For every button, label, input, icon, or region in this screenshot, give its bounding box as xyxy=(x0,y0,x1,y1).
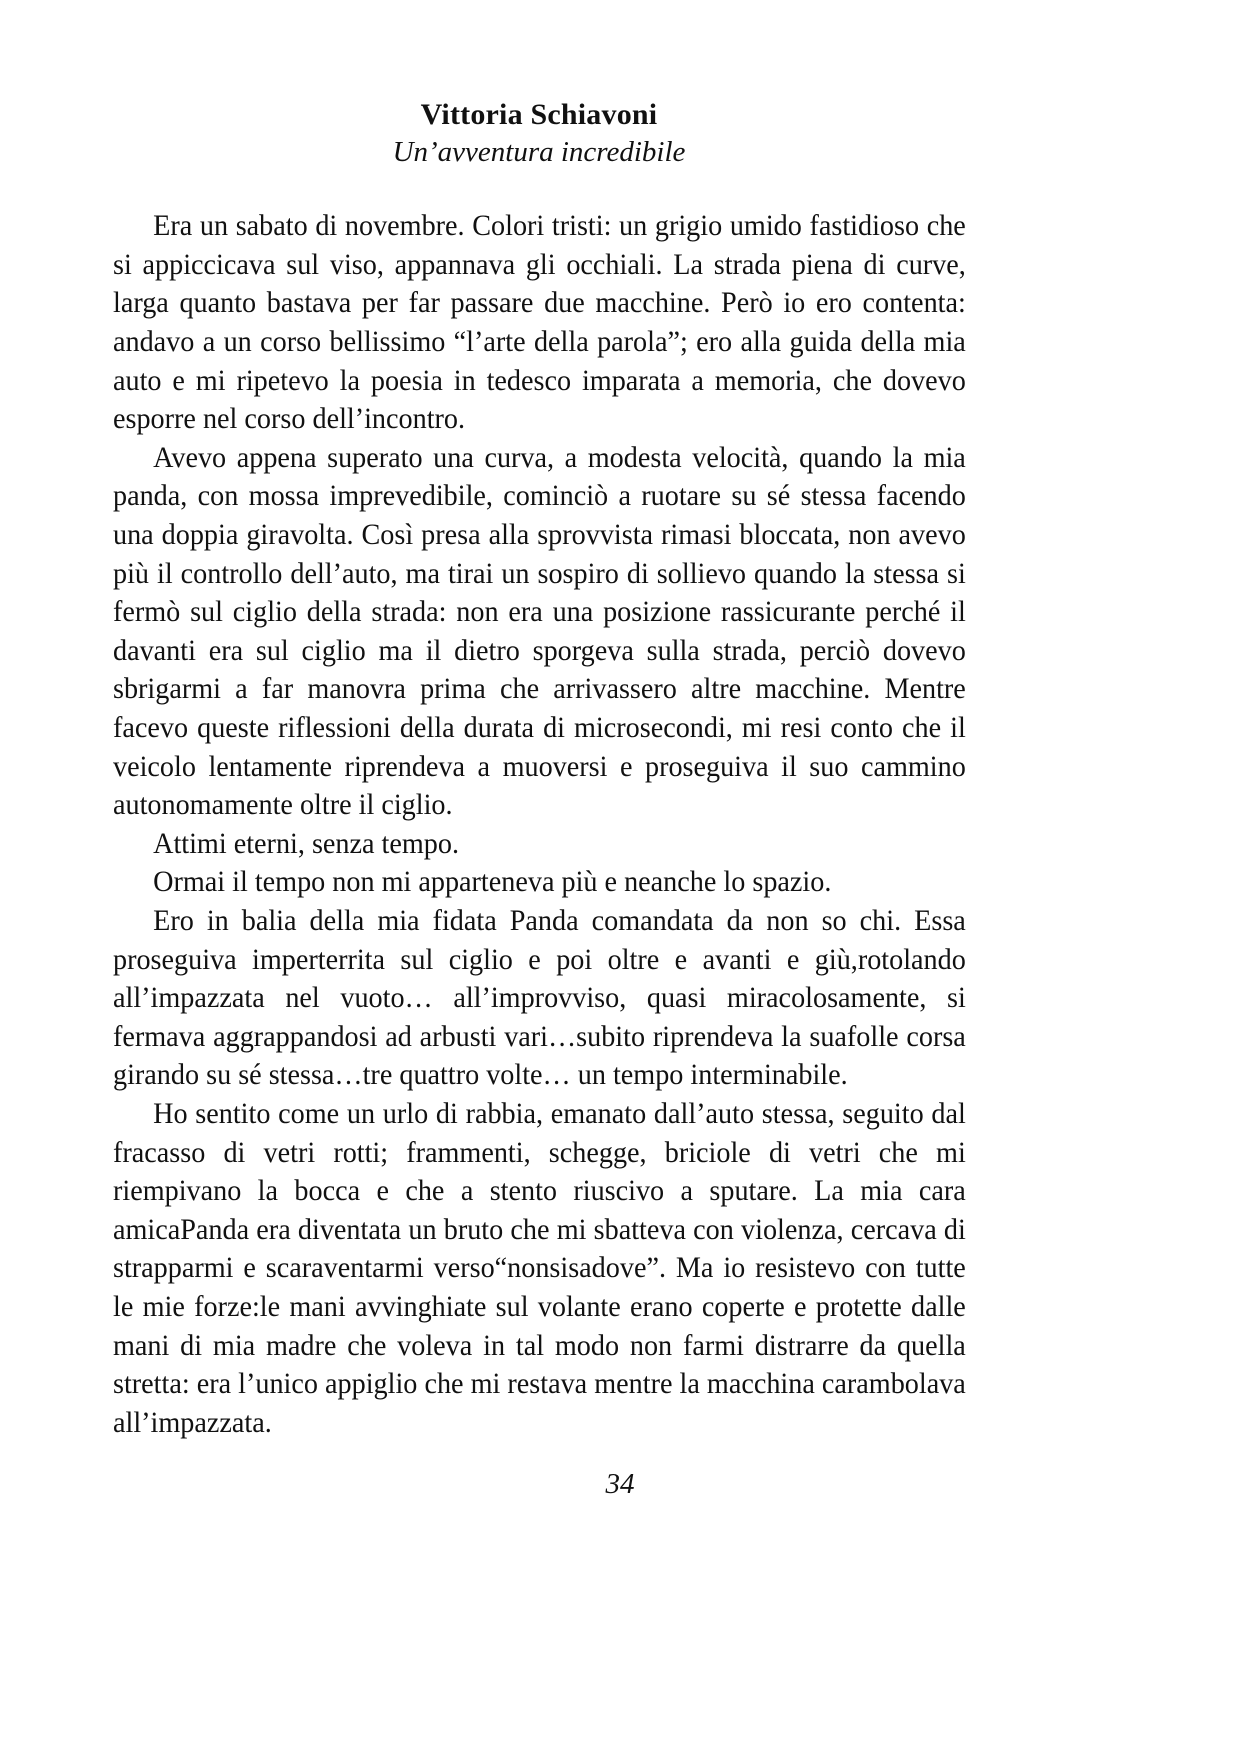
paragraph: Era un sabato di novembre. Colori tristi: un grigio umido fastidioso che si appiccicava sul viso, appannava gli occhiali. La strada piena di curve, larga quanto bastava per far passare due macchine. Però io ero contenta: andavo a un corso bellissimo “l’arte della parola”; ero alla guida della mia auto e mi ripetevo la poesia in tedesco imparata a memoria, che dovevo esporre nel corso dell’incontro. xyxy=(113,210,966,436)
body-text xyxy=(113,207,966,1442)
page-content xyxy=(113,98,965,1442)
page-title: Vittoria Schiavoni xyxy=(420,98,658,131)
paragraph: Attimi eterni, senza tempo. xyxy=(153,827,460,860)
paragraph: Ero in balia della mia fidata Panda comandata da non so chi. Essa proseguiva imperterrita sul ciglio e poi oltre e avanti e giù,rotolando all’impazzata nel vuoto… all’improvviso, quasi miracolosamente, si fermava aggrappandosi ad arbusti vari…subito riprendeva la suafolle corsa girando su sé stessa…tre quattro volte… un tempo interminabile. xyxy=(113,904,966,1092)
page-number: 34 xyxy=(605,1468,635,1500)
page-subtitle: Un’avventura incredibile xyxy=(392,135,686,168)
paragraph: Avevo appena superato una curva, a modesta velocità, quando la mia panda, con mossa imprevedibile, cominciò a ruotare su sé stessa facendo una doppia giravolta. Così presa alla sprovvista rimasi bloccata, non avevo più il controllo dell’auto, ma tirai un sospiro di sollievo quando la stessa si fermò sul ciglio della strada: non era una posizione rassicurante perché il davanti era sul ciglio ma il dietro sporgeva sulla strada, perciò dovevo sbrigarmi a far manovra prima che arrivassero altre macchine. Mentre facevo queste riflessioni della durata di microsecondi, mi resi conto che il veicolo lentamente riprendeva a muoversi e proseguiva il suo cammino autonomamente oltre il ciglio. xyxy=(113,441,966,822)
paragraph: Ormai il tempo non mi apparteneva più e neanche lo spazio. xyxy=(153,866,832,899)
paragraph: Ho sentito come un urlo di rabbia, emanato dall’auto stessa, seguito dal fracasso di vetri rotti; frammenti, schegge, briciole di vetri che mi riempivano la bocca e che a stento riuscivo a sputare. La mia cara amicaPanda era diventata un bruto che mi sbatteva con violenza, cercava di strapparmi e scaraventarmi verso“nonsisadove”. Ma io resistevo con tutte le mie forze:le mani avvinghiate sul volante erano coperte e protette dalle mani di mia madre che voleva in tal modo non farmi distrarre da quella stretta: era l’unico appiglio che mi restava mentre la macchina carambolava all’impazzata. xyxy=(113,1097,966,1439)
